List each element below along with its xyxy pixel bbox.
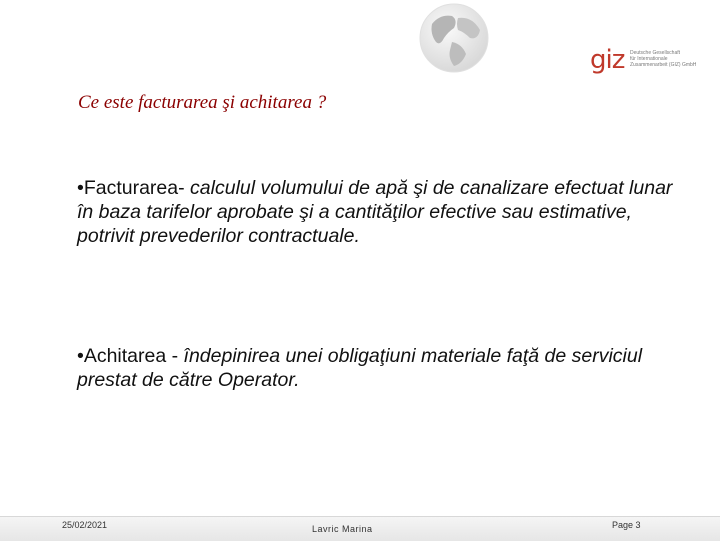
slide-title: Ce este facturarea şi achitarea ? <box>78 92 327 113</box>
paragraph-text: îndepinirea unei obligaţiuni materiale faţă de serviciul prestat de către Operator. <box>77 345 643 391</box>
paragraph-achitarea <box>77 344 677 392</box>
logo-text-line: für Internationale <box>630 56 668 62</box>
globe-image <box>418 2 490 74</box>
footer-author: Lavric Marina <box>312 524 373 534</box>
paragraph-lead: •Facturarea- <box>77 177 185 199</box>
paragraph-facturarea <box>77 176 677 248</box>
footer-date: 25/02/2021 <box>62 520 108 530</box>
logo-mark: giz <box>590 45 625 75</box>
logo-text-line: Zusammenarbeit (GIZ) GmbH <box>630 62 697 68</box>
logo-text-line: Deutsche Gesellschaft <box>630 50 681 56</box>
footer-page-number: Page 3 <box>612 520 641 530</box>
paragraph-text: calculul volumului de apă şi de canalizare efectuat lunar în baza tarifelor aprobate şi a cantităţilor efective sau estimative, potrivit prevederilor contractuale. <box>77 177 673 247</box>
paragraph-lead: •Achitarea - <box>77 345 179 367</box>
logo-text <box>630 50 710 68</box>
